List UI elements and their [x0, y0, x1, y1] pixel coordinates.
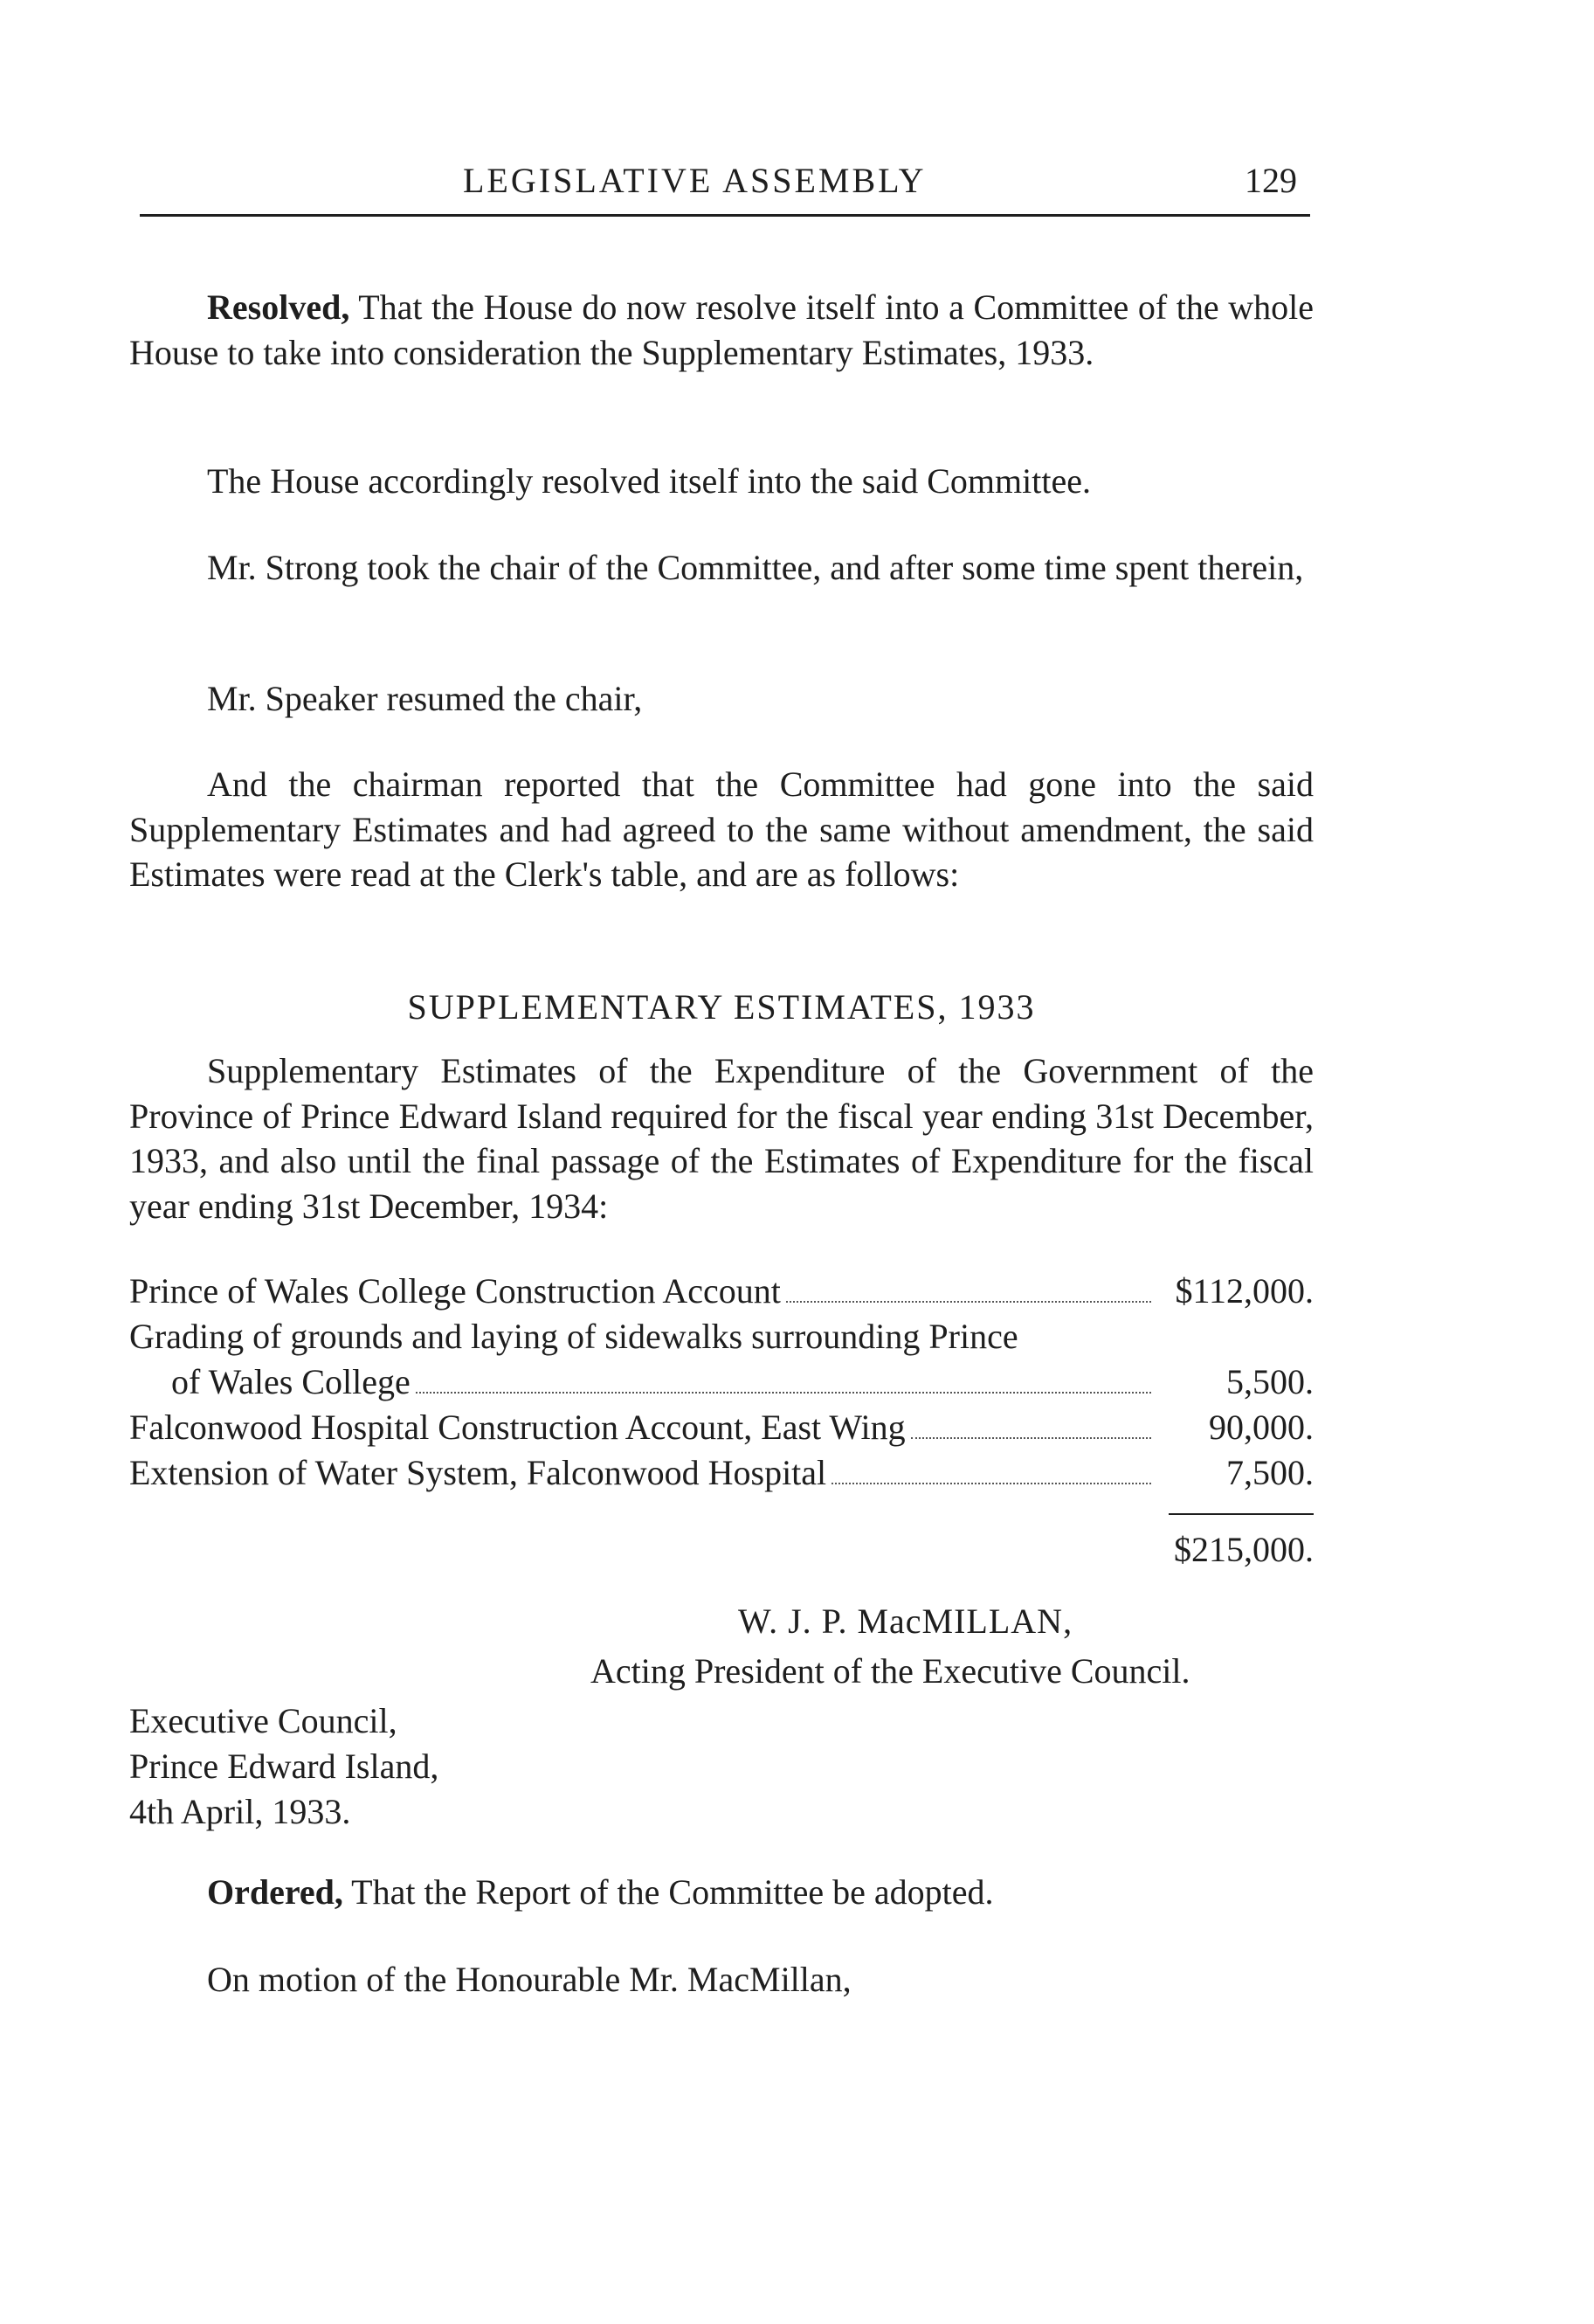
estimate-amount: 90,000.: [1209, 1408, 1314, 1447]
running-header-title: LEGISLATIVE ASSEMBLY: [463, 161, 927, 200]
signatory-title: Acting President of the Executive Council.: [590, 1651, 1190, 1691]
address-line-1: Executive Council,: [129, 1701, 397, 1740]
estimate-row-grading: [129, 1314, 1314, 1359]
resolved-text: That the House do now resolve itself into a Committee of the whole House to take into consideration the Supplementary Estimates, 1933.: [129, 287, 1314, 372]
dot-leader: [911, 1411, 1151, 1439]
estimate-row-grading-cont: [129, 1359, 1314, 1405]
address-line-2: Prince Edward Island,: [129, 1746, 439, 1786]
signatory-name: W. J. P. MacMILLAN,: [738, 1601, 1073, 1641]
estimate-label: of Wales College: [171, 1362, 411, 1401]
page-number: 129: [1245, 161, 1297, 200]
estimate-label: Extension of Water System, Falconwood Hospital: [129, 1453, 827, 1492]
estimates-intro: Supplementary Estimates of the Expenditure of the Government of the Province of Prince Edward Island required for the fiscal year ending 31st December, 1933, and also until the final passage of the Estimates of Expenditure for the fiscal year ending 31st December, 1934:: [129, 1051, 1314, 1226]
estimate-amount: 5,500.: [1226, 1362, 1314, 1401]
motion-paragraph: On motion of the Honourable Mr. MacMillan,: [207, 1960, 852, 1999]
estimates-total: $215,000.: [1174, 1530, 1314, 1569]
total-rule: [1169, 1513, 1314, 1515]
resolved-lead: Resolved,: [207, 287, 350, 327]
ordered-text: That the Report of the Committee be adopted.: [342, 1872, 994, 1912]
house-resolved-paragraph: The House accordingly resolved itself into the said Committee.: [207, 461, 1091, 501]
dot-leader: [832, 1456, 1151, 1484]
address-line-3: 4th April, 1933.: [129, 1792, 351, 1831]
speaker-resumed-paragraph: Mr. Speaker resumed the chair,: [207, 679, 643, 718]
ordered-paragraph: [129, 1870, 1314, 1915]
estimate-label: Prince of Wales College Construction Account: [129, 1271, 781, 1311]
estimate-row-water-system: [129, 1450, 1314, 1496]
estimate-row-college-construction: [129, 1269, 1314, 1314]
chairman-reported-paragraph: And the chairman reported that the Committee had gone into the said Supplementary Estimates and had agreed to the same without amendment, the said Estimates were read at the Clerk's table, and are as follows:: [129, 764, 1314, 894]
estimate-row-hospital-east-wing: [129, 1405, 1314, 1450]
strong-chair-paragraph: Mr. Strong took the chair of the Committee, and after some time spent therein,: [207, 548, 1304, 587]
estimate-amount: $112,000.: [1175, 1271, 1314, 1311]
ordered-lead: Ordered,: [207, 1872, 343, 1912]
dot-leader: [786, 1275, 1151, 1303]
dot-leader: [416, 1366, 1151, 1394]
estimate-label: Falconwood Hospital Construction Account, East Wing: [129, 1408, 906, 1447]
header-rule: [140, 214, 1310, 217]
resolved-paragraph: [129, 285, 1314, 375]
estimate-label: Grading of grounds and laying of sidewalks surrounding Prince: [129, 1317, 1018, 1356]
estimates-title: SUPPLEMENTARY ESTIMATES, 1933: [407, 987, 1036, 1027]
estimate-amount: 7,500.: [1226, 1453, 1314, 1492]
